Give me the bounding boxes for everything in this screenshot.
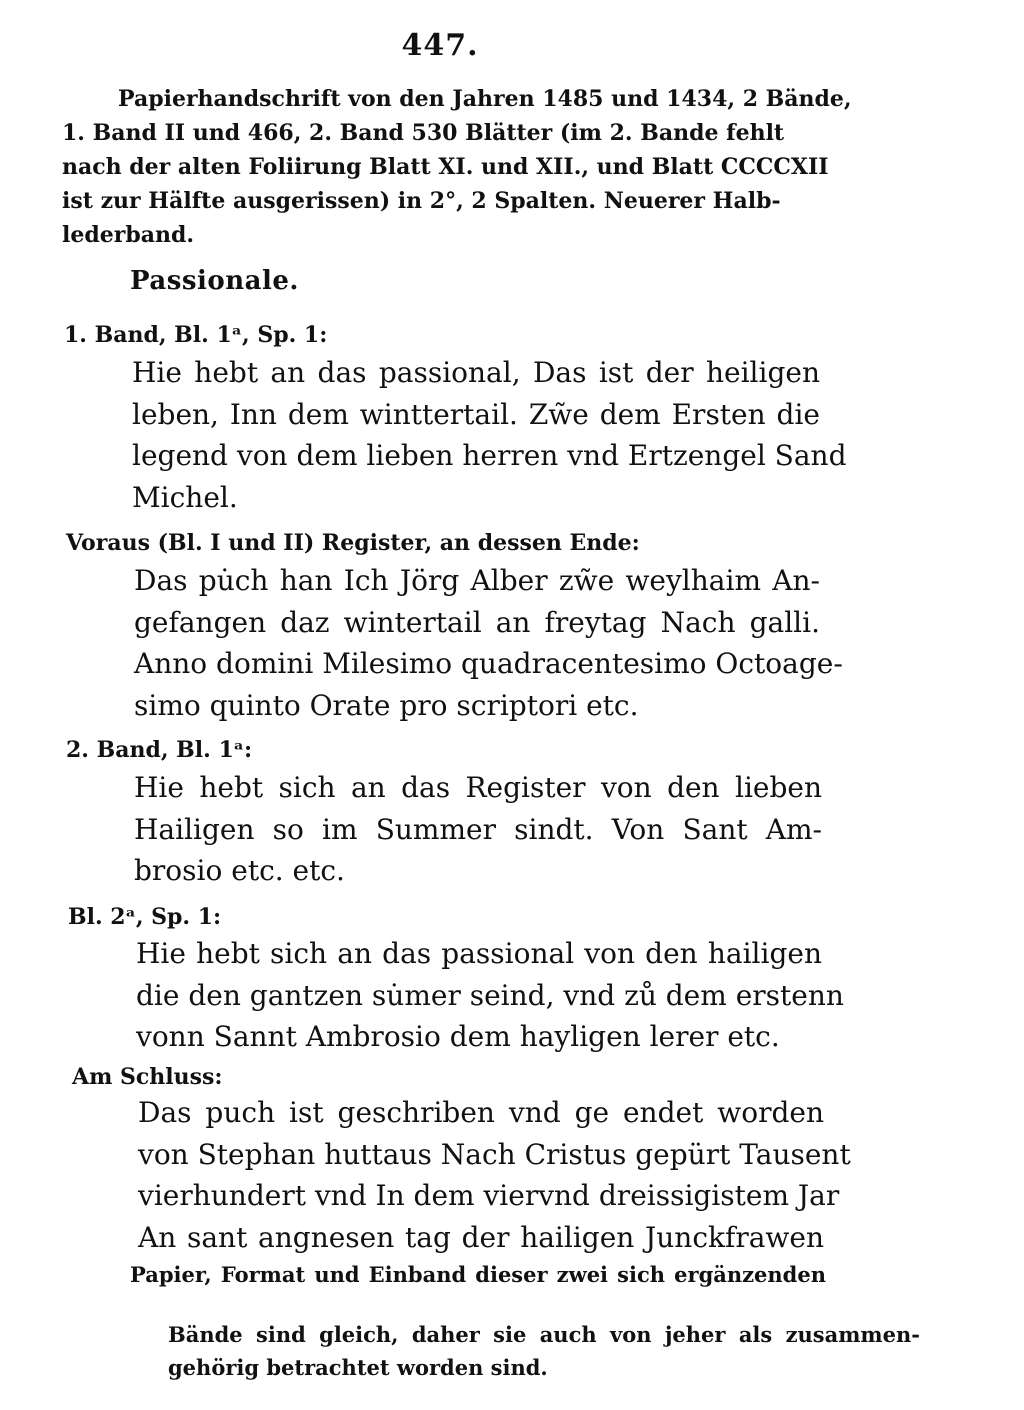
description-line: 1. Band II und 466, 2. Band 530 Blätter (im 2. Bande fehlt xyxy=(62,120,785,146)
quote-line: legend von dem lieben herren vnd Ertzengel Sand xyxy=(132,439,847,472)
section-label: Voraus (Bl. I und II) Register, an dessen Ende: xyxy=(66,530,640,556)
quoted-passage xyxy=(136,933,844,1058)
quoted-passage xyxy=(132,352,847,518)
quoted-passage xyxy=(134,560,843,726)
quote-line: Anno domini Milesimo quadracentesimo Octoage- xyxy=(134,647,843,680)
quote-line: An sant angnesen tag der hailigen Junckfrawen xyxy=(138,1220,824,1254)
quote-line: vonn Sannt Ambrosio dem hayligen lerer etc. xyxy=(136,1020,780,1053)
quote-line: simo quinto Orate pro scriptori etc. xyxy=(134,688,639,722)
description-line: ist zur Hälfte ausgerissen) in 2°, 2 Spalten. Neuerer Halb- xyxy=(62,188,781,214)
description-line: lederband. xyxy=(62,222,194,248)
quote-line: vierhundert vnd In dem viervnd dreissigistem Jar xyxy=(138,1179,840,1212)
section-label: Am Schluss: xyxy=(72,1064,223,1090)
section-heading: Passionale. xyxy=(130,266,299,296)
description-line: nach der alten Foliirung Blatt XI. und XII., und Blatt CCCCXII xyxy=(62,154,829,180)
closing-line: gehörig betrachtet worden sind. xyxy=(168,1355,548,1380)
section-label: 2. Band, Bl. 1ᵃ: xyxy=(66,737,253,763)
description-line: Papierhandschrift von den Jahren 1485 und 1434, 2 Bände, xyxy=(118,86,852,112)
format-note-line: Papier, Format und Einband dieser zwei sich ergänzenden xyxy=(130,1262,826,1287)
quote-line: Hailigen so im Summer sindt. Von Sant Am- xyxy=(134,812,822,846)
quote-line: Hie hebt sich an das passional von den hailigen xyxy=(136,937,822,970)
quote-line: Das puch ist geschriben vnd ge endet worden xyxy=(138,1096,824,1129)
quote-line: leben, Inn dem winttertail. Zw̃e dem Ersten die xyxy=(132,397,820,431)
quote-line: Hie hebt sich an das Register von den lieben xyxy=(134,771,822,804)
quote-line: die den gantzen su̇mer seind, vnd zů dem erstenn xyxy=(136,978,844,1012)
quote-line: gefangen daz wintertail an freytag Nach galli. xyxy=(134,605,820,639)
page-number: 447. xyxy=(401,28,479,63)
closing-line: Bände sind gleich, daher sie auch von jeher als zusammen- xyxy=(168,1322,920,1347)
manuscript-description xyxy=(62,82,852,252)
quoted-passage xyxy=(134,767,822,892)
quoted-passage xyxy=(138,1092,851,1258)
section-label: Bl. 2ᵃ, Sp. 1: xyxy=(68,904,222,930)
quote-line: von Stephan huttaus Nach Cristus gepürt Tausent xyxy=(138,1137,851,1171)
quote-line: Michel. xyxy=(132,480,238,514)
quote-line: Hie hebt an das passional, Das ist der heiligen xyxy=(132,356,820,389)
quote-line: Das pu̇ch han Ich Jörg Alber zw̃e weylhaim An- xyxy=(134,564,820,597)
section-label: 1. Band, Bl. 1ᵃ, Sp. 1: xyxy=(64,322,328,348)
closing-note xyxy=(168,1318,920,1384)
quote-line: brosio etc. etc. xyxy=(134,854,345,887)
